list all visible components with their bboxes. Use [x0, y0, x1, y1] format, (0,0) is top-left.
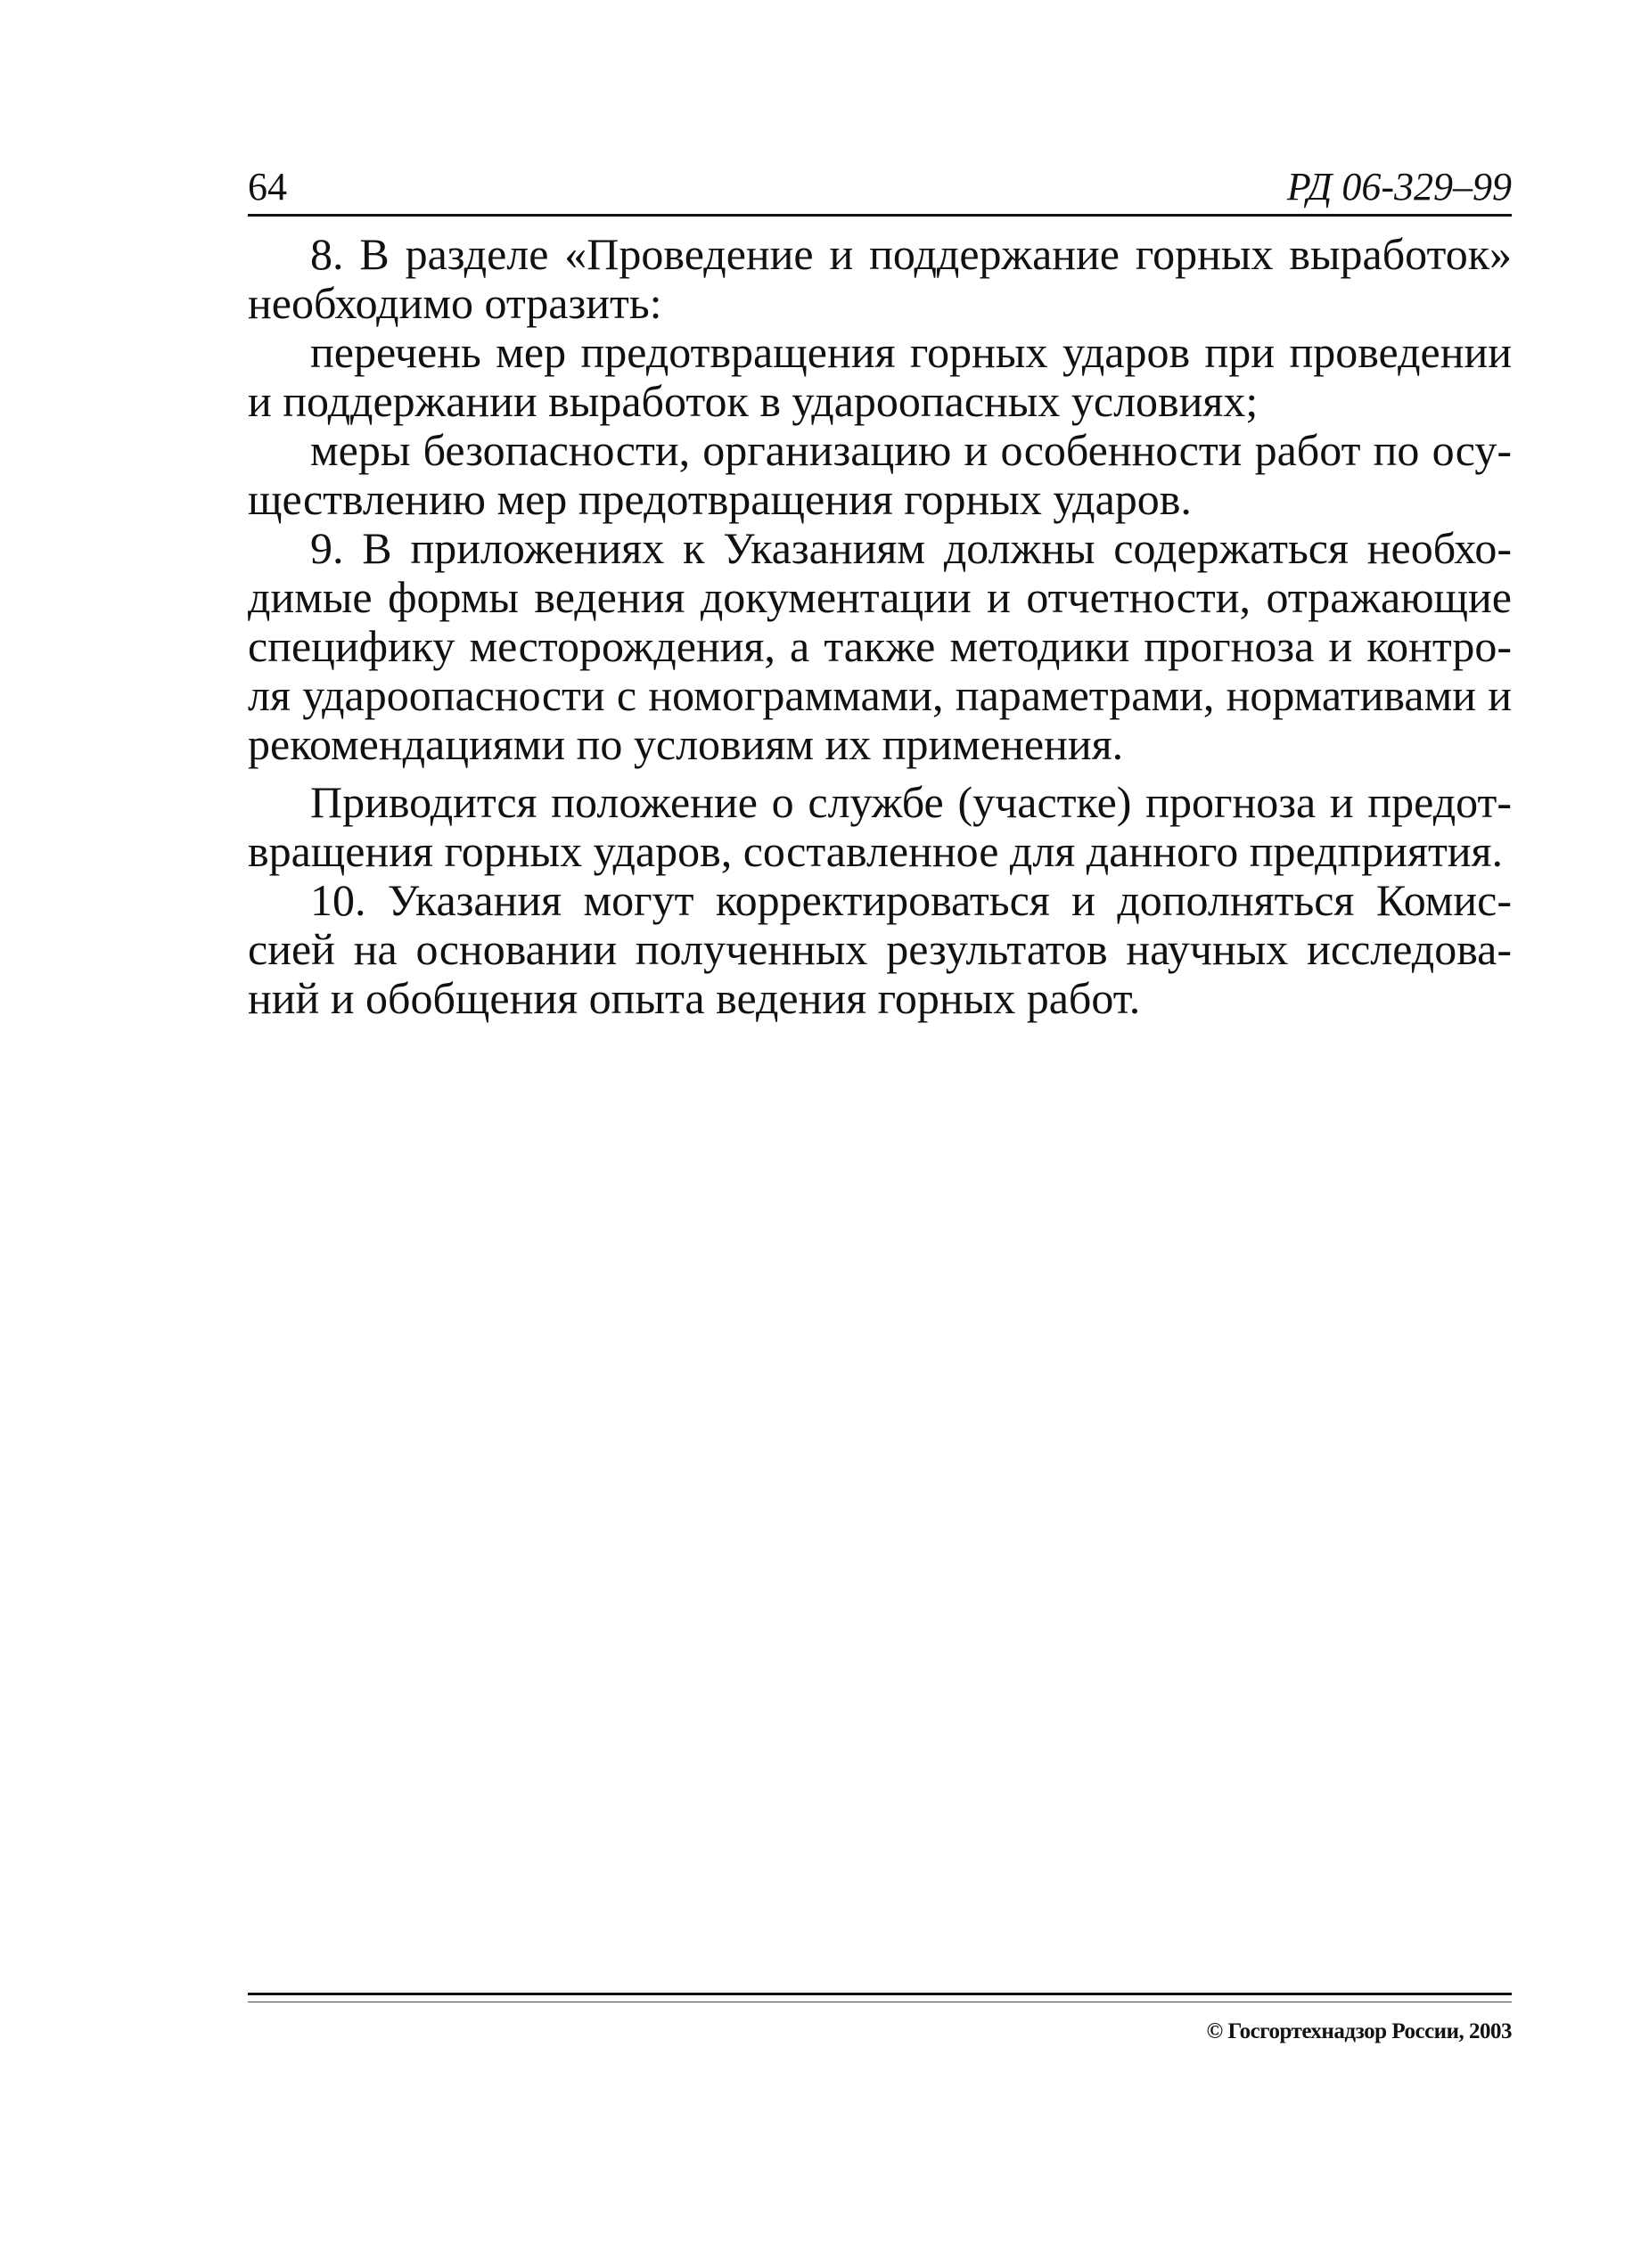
paragraph-service-regulation: Приводится положение о службе (участке) прогноза и предотвращения горных ударов, составленное для данного предприятия.	[248, 777, 1512, 876]
paragraph-safety-measures: меры безопасности, организацию и особенности работ по осуществлению мер предотвращения горных ударов.	[248, 425, 1512, 524]
page-header	[248, 160, 1512, 217]
paragraph-section-10: 10. Указания могут корректироваться и дополняться Комиссией на основании полученных результатов научных исследований и обобщения опыта ведения горных работ.	[248, 875, 1512, 1023]
paragraph-section-8: 8. В разделе «Проведение и поддержание горных выработок» необходимо отразить:	[248, 229, 1512, 328]
document-code: РД 06-329–99	[1286, 165, 1512, 209]
copyright-notice: © Госгортехнадзор России, 2003	[1206, 2019, 1512, 2043]
paragraph-measures-list: перечень мер предотвращения горных ударов при проведении и поддержании выработок в удароопасных условиях;	[248, 327, 1512, 426]
footer-rule	[248, 1993, 1512, 1995]
page-number: 64	[248, 165, 287, 209]
body-text	[248, 230, 1512, 1023]
paragraph-section-9: 9. В приложениях к Указаниям должны содержаться необходимые формы ведения документации и отчетности, отражающие специфику месторождения, а также методики прогноза и контроля удароопасности с номограммами, параметрами, нормативами и рекомендациями по условиям их применения.	[248, 523, 1512, 769]
